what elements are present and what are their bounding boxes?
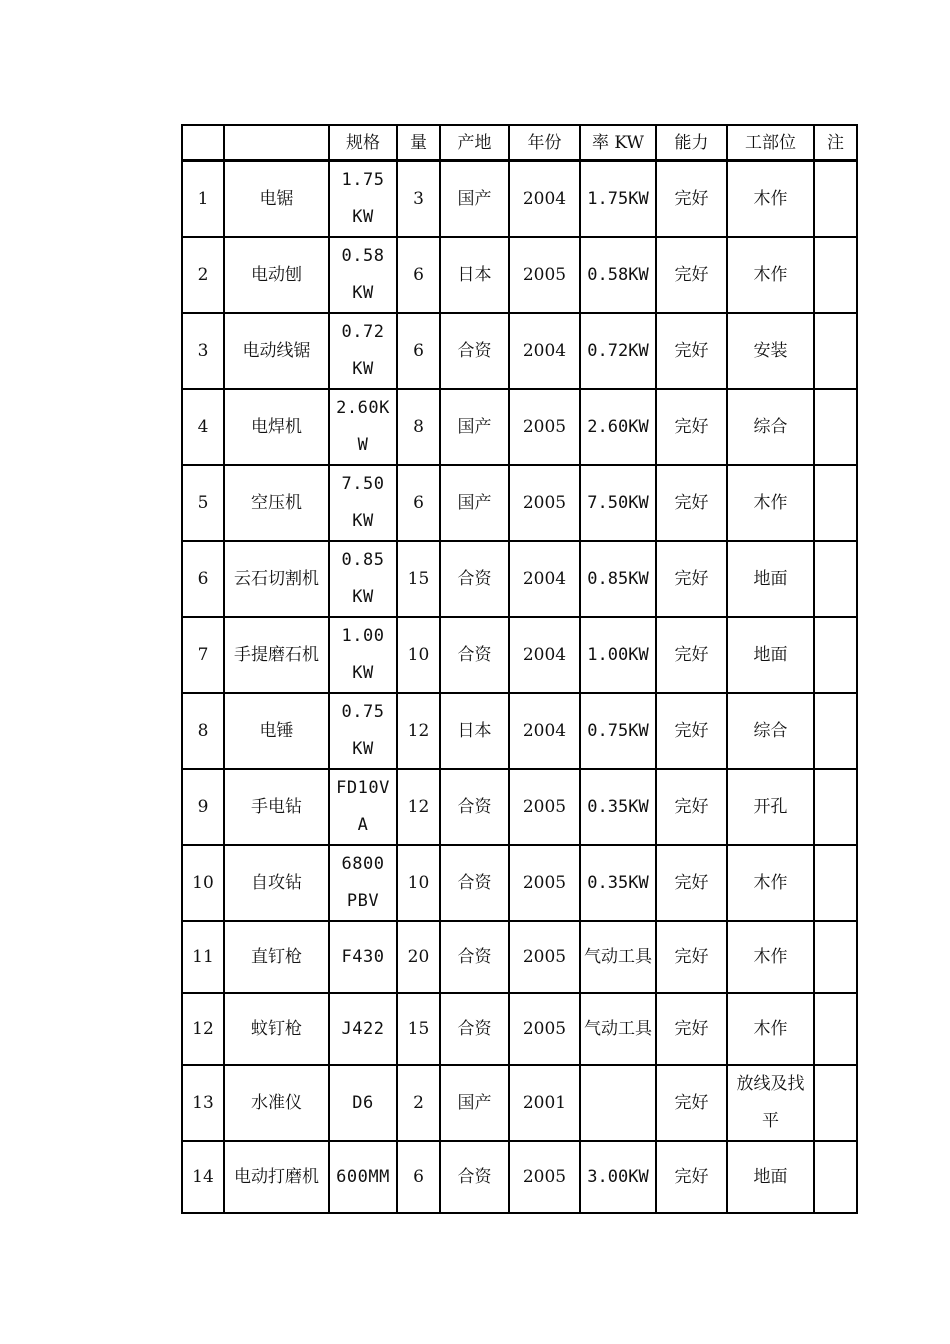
cell-quantity: 6: [397, 313, 440, 389]
cell-name: 蚊钉枪: [224, 993, 329, 1065]
cell-year: 2004: [509, 617, 580, 693]
cell-power: 7.50KW: [580, 465, 656, 541]
cell-spec: J422: [329, 993, 397, 1065]
cell-index: 1: [182, 161, 224, 237]
table-header-row: [182, 125, 857, 161]
cell-spec: 0.58 KW: [329, 237, 397, 313]
table-row: [182, 313, 857, 389]
cell-note: [814, 845, 857, 921]
cell-index: 8: [182, 693, 224, 769]
cell-name: 电动打磨机: [224, 1141, 329, 1213]
cell-spec: 1.75 KW: [329, 161, 397, 237]
cell-power: 0.35KW: [580, 845, 656, 921]
table-row: [182, 921, 857, 993]
cell-condition: 完好: [656, 161, 727, 237]
cell-spec: 0.72 KW: [329, 313, 397, 389]
cell-condition: 完好: [656, 389, 727, 465]
equipment-table: [181, 124, 858, 1214]
cell-power: 0.58KW: [580, 237, 656, 313]
cell-quantity: 10: [397, 617, 440, 693]
cell-department: 放线及找平: [727, 1065, 814, 1141]
cell-power: 1.00KW: [580, 617, 656, 693]
cell-quantity: 20: [397, 921, 440, 993]
cell-condition: 完好: [656, 993, 727, 1065]
cell-name: 电动线锯: [224, 313, 329, 389]
cell-spec: 0.85 KW: [329, 541, 397, 617]
cell-name: 电锤: [224, 693, 329, 769]
cell-quantity: 15: [397, 993, 440, 1065]
table-row: [182, 617, 857, 693]
cell-department: 木作: [727, 161, 814, 237]
cell-index: 13: [182, 1065, 224, 1141]
cell-power: 气动工具: [580, 993, 656, 1065]
cell-condition: 完好: [656, 313, 727, 389]
cell-index: 10: [182, 845, 224, 921]
cell-department: 木作: [727, 237, 814, 313]
cell-year: 2005: [509, 389, 580, 465]
cell-department: 地面: [727, 1141, 814, 1213]
cell-spec: D6: [329, 1065, 397, 1141]
table-row: [182, 541, 857, 617]
cell-power: 1.75KW: [580, 161, 656, 237]
cell-year: 2005: [509, 1141, 580, 1213]
cell-origin: 合资: [440, 769, 509, 845]
header-cell-name: [224, 125, 329, 161]
cell-spec: 2.60KW: [329, 389, 397, 465]
cell-year: 2001: [509, 1065, 580, 1141]
cell-origin: 日本: [440, 237, 509, 313]
cell-note: [814, 1065, 857, 1141]
cell-index: 4: [182, 389, 224, 465]
cell-index: 9: [182, 769, 224, 845]
header-cell-year: 年份: [509, 125, 580, 161]
cell-condition: 完好: [656, 237, 727, 313]
cell-power: 2.60KW: [580, 389, 656, 465]
cell-index: 12: [182, 993, 224, 1065]
cell-origin: 国产: [440, 389, 509, 465]
cell-name: 自攻钻: [224, 845, 329, 921]
cell-department: 木作: [727, 921, 814, 993]
cell-year: 2004: [509, 541, 580, 617]
cell-note: [814, 993, 857, 1065]
cell-note: [814, 617, 857, 693]
cell-name: 电动刨: [224, 237, 329, 313]
cell-index: 3: [182, 313, 224, 389]
cell-power: 0.85KW: [580, 541, 656, 617]
cell-quantity: 6: [397, 465, 440, 541]
cell-name: 手电钻: [224, 769, 329, 845]
cell-note: [814, 161, 857, 237]
cell-index: 6: [182, 541, 224, 617]
cell-condition: 完好: [656, 465, 727, 541]
cell-department: 综合: [727, 693, 814, 769]
cell-origin: 合资: [440, 313, 509, 389]
cell-year: 2005: [509, 769, 580, 845]
cell-spec: 0.75 KW: [329, 693, 397, 769]
cell-note: [814, 693, 857, 769]
cell-note: [814, 389, 857, 465]
cell-note: [814, 313, 857, 389]
cell-condition: 完好: [656, 845, 727, 921]
table-row: [182, 845, 857, 921]
cell-department: 地面: [727, 617, 814, 693]
table-row: [182, 693, 857, 769]
cell-power: 气动工具: [580, 921, 656, 993]
cell-condition: 完好: [656, 1141, 727, 1213]
cell-power: 0.75KW: [580, 693, 656, 769]
header-cell-spec: 规格: [329, 125, 397, 161]
table-row: [182, 465, 857, 541]
cell-name: 手提磨石机: [224, 617, 329, 693]
cell-origin: 合资: [440, 845, 509, 921]
cell-note: [814, 769, 857, 845]
cell-name: 电锯: [224, 161, 329, 237]
cell-department: 木作: [727, 465, 814, 541]
cell-index: 5: [182, 465, 224, 541]
cell-origin: 日本: [440, 693, 509, 769]
header-cell-origin: 产地: [440, 125, 509, 161]
cell-note: [814, 237, 857, 313]
cell-index: 7: [182, 617, 224, 693]
cell-year: 2004: [509, 161, 580, 237]
cell-note: [814, 1141, 857, 1213]
cell-condition: 完好: [656, 1065, 727, 1141]
cell-year: 2005: [509, 993, 580, 1065]
cell-spec: F430: [329, 921, 397, 993]
cell-year: 2005: [509, 237, 580, 313]
cell-index: 11: [182, 921, 224, 993]
cell-note: [814, 921, 857, 993]
cell-name: 水准仪: [224, 1065, 329, 1141]
cell-spec: 7.50 KW: [329, 465, 397, 541]
cell-year: 2004: [509, 313, 580, 389]
cell-department: 安装: [727, 313, 814, 389]
cell-year: 2005: [509, 465, 580, 541]
cell-quantity: 6: [397, 237, 440, 313]
table-row: [182, 389, 857, 465]
header-cell-condition: 能力: [656, 125, 727, 161]
header-cell-quantity: 量: [397, 125, 440, 161]
table-row: [182, 1141, 857, 1213]
cell-origin: 合资: [440, 541, 509, 617]
table-row: [182, 993, 857, 1065]
table-row: [182, 769, 857, 845]
cell-spec: 6800 PBV: [329, 845, 397, 921]
cell-quantity: 2: [397, 1065, 440, 1141]
cell-condition: 完好: [656, 693, 727, 769]
table-row: [182, 1065, 857, 1141]
cell-department: 木作: [727, 993, 814, 1065]
cell-origin: 国产: [440, 1065, 509, 1141]
cell-name: 云石切割机: [224, 541, 329, 617]
header-cell-index: [182, 125, 224, 161]
cell-note: [814, 541, 857, 617]
cell-department: 开孔: [727, 769, 814, 845]
cell-index: 2: [182, 237, 224, 313]
cell-condition: 完好: [656, 541, 727, 617]
cell-name: 空压机: [224, 465, 329, 541]
table-row: [182, 237, 857, 313]
header-cell-power: 率 KW: [580, 125, 656, 161]
cell-condition: 完好: [656, 769, 727, 845]
cell-power: 0.35KW: [580, 769, 656, 845]
cell-spec: 600MM: [329, 1141, 397, 1213]
cell-power: [580, 1065, 656, 1141]
cell-quantity: 15: [397, 541, 440, 617]
cell-quantity: 3: [397, 161, 440, 237]
cell-department: 木作: [727, 845, 814, 921]
cell-quantity: 10: [397, 845, 440, 921]
cell-spec: FD10VA: [329, 769, 397, 845]
cell-name: 直钉枪: [224, 921, 329, 993]
header-cell-note: 注: [814, 125, 857, 161]
cell-power: 0.72KW: [580, 313, 656, 389]
cell-origin: 合资: [440, 617, 509, 693]
cell-condition: 完好: [656, 921, 727, 993]
cell-origin: 合资: [440, 1141, 509, 1213]
cell-year: 2005: [509, 845, 580, 921]
cell-quantity: 8: [397, 389, 440, 465]
header-cell-department: 工部位: [727, 125, 814, 161]
cell-origin: 国产: [440, 161, 509, 237]
cell-power: 3.00KW: [580, 1141, 656, 1213]
cell-quantity: 6: [397, 1141, 440, 1213]
cell-year: 2005: [509, 921, 580, 993]
cell-index: 14: [182, 1141, 224, 1213]
cell-note: [814, 465, 857, 541]
cell-origin: 合资: [440, 921, 509, 993]
cell-spec: 1.00 KW: [329, 617, 397, 693]
cell-condition: 完好: [656, 617, 727, 693]
cell-department: 地面: [727, 541, 814, 617]
table-row: [182, 161, 857, 237]
cell-name: 电焊机: [224, 389, 329, 465]
cell-department: 综合: [727, 389, 814, 465]
cell-quantity: 12: [397, 769, 440, 845]
cell-quantity: 12: [397, 693, 440, 769]
cell-origin: 国产: [440, 465, 509, 541]
cell-origin: 合资: [440, 993, 509, 1065]
cell-year: 2004: [509, 693, 580, 769]
